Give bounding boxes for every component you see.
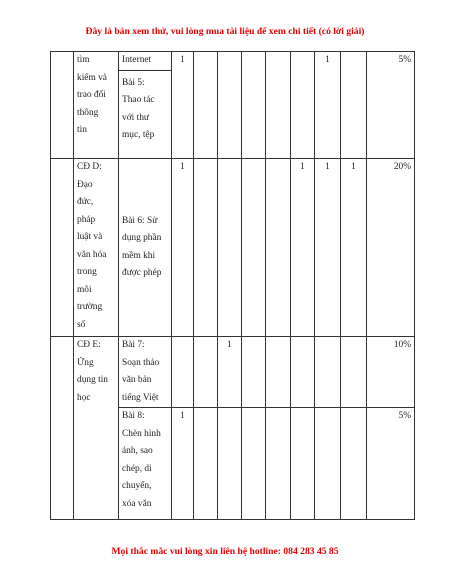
- lesson-line: xóa văn: [122, 498, 152, 509]
- count-cell: [242, 159, 266, 337]
- count-cell: [341, 408, 367, 520]
- count-cell: [194, 408, 218, 520]
- lesson-line: với thư: [122, 112, 149, 123]
- count-cell: 1: [315, 52, 341, 159]
- topic-line: thông: [77, 107, 99, 118]
- lesson-line: dụng phần: [122, 233, 162, 243]
- count-cell: [291, 52, 315, 159]
- topic-line: đức,: [77, 197, 94, 207]
- count-cell: [218, 52, 242, 159]
- count-cell: 1: [291, 159, 315, 337]
- lesson-line: văn bản: [122, 375, 152, 385]
- topic-line: số: [77, 319, 86, 330]
- blank-cell: [51, 159, 74, 337]
- lesson-line: Internet: [122, 55, 152, 65]
- count-cell: [266, 52, 291, 159]
- count-cell: [266, 337, 291, 408]
- count-cell: 1: [315, 159, 341, 337]
- topic-line: tìm: [77, 55, 90, 65]
- count-cell: [291, 337, 315, 408]
- count-cell: [172, 337, 194, 408]
- topic-line: kiếm và: [77, 72, 107, 83]
- blank-cell: [51, 52, 74, 159]
- count-cell: 1: [172, 408, 194, 520]
- count-cell: [315, 337, 341, 408]
- lesson-cell: [119, 52, 172, 159]
- count-cell: 1: [341, 159, 367, 337]
- matrix-table: [50, 51, 415, 520]
- topic-line: trường: [77, 302, 103, 312]
- count-cell: [242, 408, 266, 520]
- lesson-line: Bài 5:: [122, 77, 145, 88]
- topic-line: Đạo: [77, 179, 93, 190]
- count-cell: [315, 408, 341, 520]
- lesson-line: Bài 8:: [122, 411, 145, 421]
- count-cell: [266, 159, 291, 337]
- lesson-cell: [119, 159, 172, 337]
- topic-line: CĐ D:: [77, 162, 102, 172]
- topic-line: pháp: [77, 214, 96, 225]
- lesson-line: Thao tác: [122, 95, 155, 105]
- topic-cell: [74, 159, 119, 337]
- lesson-line: Soạn thảo: [122, 357, 160, 368]
- count-cell: 1: [172, 52, 194, 159]
- blank-cell: [51, 337, 74, 520]
- table-row: [51, 159, 415, 337]
- lesson-line: Bài 7:: [122, 340, 145, 350]
- topic-line: môi: [77, 284, 92, 295]
- topic-line: tin: [77, 125, 87, 135]
- count-cell: [341, 337, 367, 408]
- hotline-banner: Mọi thắc mắc vui lòng xin liên hệ hotline: 084 283 45 85: [111, 546, 339, 557]
- count-cell: 1: [172, 159, 194, 337]
- lesson-line: tiếng Việt: [122, 392, 159, 403]
- percent-cell: 20%: [367, 159, 415, 337]
- topic-line: văn hóa: [77, 249, 107, 260]
- table-row: [51, 337, 415, 408]
- lesson-line: chuyển,: [122, 481, 152, 491]
- lesson-cell: [119, 408, 172, 520]
- lesson-line: Chèn hình: [122, 428, 161, 439]
- count-cell: [291, 408, 315, 520]
- topic-line: CĐ E:: [77, 340, 101, 350]
- table-row: [51, 52, 415, 159]
- preview-banner: Đây là bản xem thử, vui lòng mua tài liệu để xem chi tiết (có lời giải): [85, 26, 365, 37]
- percent-cell: 5%: [367, 52, 415, 159]
- count-cell: [194, 159, 218, 337]
- lesson-line: ảnh, sao: [122, 446, 153, 456]
- topic-cell: [74, 337, 119, 520]
- lesson-line: mục, tệp: [122, 130, 155, 140]
- count-cell: [242, 52, 266, 159]
- topic-line: luật và: [77, 232, 103, 242]
- lesson-line: chép, di: [122, 463, 152, 474]
- count-cell: [266, 408, 291, 520]
- percent-cell: 10%: [367, 337, 415, 408]
- topic-line: trao đổi: [77, 90, 106, 100]
- topic-line: dụng tin: [77, 375, 108, 385]
- topic-cell: [74, 52, 119, 159]
- lesson-line: mềm khi: [122, 250, 156, 261]
- lesson-line: được phép: [122, 268, 162, 278]
- count-cell: 1: [218, 337, 242, 408]
- count-cell: [194, 52, 218, 159]
- count-cell: [194, 337, 218, 408]
- topic-line: Ứng: [77, 357, 94, 368]
- count-cell: [341, 52, 367, 159]
- count-cell: [242, 337, 266, 408]
- percent-cell: 5%: [367, 408, 415, 520]
- count-cell: [218, 159, 242, 337]
- count-cell: [218, 408, 242, 520]
- topic-line: học: [77, 392, 91, 403]
- lesson-cell: [119, 337, 172, 408]
- lesson-line: Bài 6: Sử: [122, 215, 158, 226]
- topic-line: trong: [77, 267, 97, 277]
